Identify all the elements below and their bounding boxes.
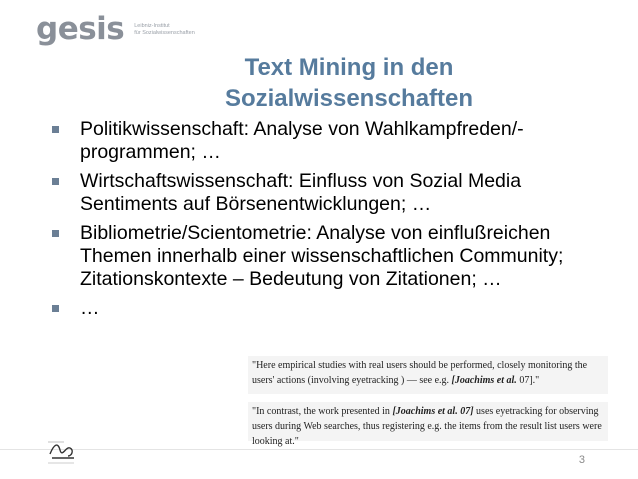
quote-citation: [Joachims et al. 07] — [392, 406, 474, 417]
slide-title-line1: Text Mining in den — [244, 54, 454, 81]
bullet-text: Wirtschaftswissenschaft: Einfluss von Sozial Media Sentiments auf Börsenentwicklungen; … — [80, 170, 522, 215]
square-bullet-icon — [52, 178, 59, 185]
logo-tagline-line2: für Sozialwissenschaften — [134, 29, 195, 36]
logo-tagline-line1: Leibniz-Institut — [134, 23, 170, 29]
bullet-text: Politikwissenschaft: Analyse von Wahlkampfreden/-programmen; … — [80, 118, 524, 163]
bullet-text: … — [80, 297, 100, 319]
quote-citation: [Joachims et al. — [451, 375, 517, 386]
quote-text: "In contrast, the work presented in — [252, 406, 393, 417]
leibniz-logo-icon — [44, 436, 80, 466]
bullet-text: Bibliometrie/Scientometrie: Analyse von einflußreichen Themen innerhalb einer wissenschaftlichen Community; Zitationskontexte – Bedeutung von Zitationen; … — [80, 222, 564, 290]
logo-tagline — [134, 23, 194, 36]
gesis-logo — [36, 11, 195, 47]
logo-wordmark: gesis — [36, 11, 125, 47]
bullet-item — [50, 170, 610, 216]
citation-quote-1 — [248, 356, 608, 394]
bullet-item — [50, 297, 610, 320]
bullet-item — [50, 118, 610, 164]
square-bullet-icon — [52, 126, 59, 133]
bullet-item — [50, 222, 610, 291]
footer-divider — [0, 449, 638, 450]
slide-title — [0, 52, 638, 114]
quote-text: "Here empirical studies with real users should be performed, closely monitoring the users' actions (involving eyetracking ) — see e.g. — [252, 360, 588, 386]
square-bullet-icon — [52, 305, 59, 312]
quote-text: 07]." — [516, 375, 540, 386]
citation-quote-2 — [248, 402, 608, 447]
slide-title-line2: Sozialwissenschaften — [224, 85, 474, 112]
bullet-list — [50, 118, 610, 326]
quote-text: uses eyetracking for observing users during Web searches, thus registering e.g. the items from the result list users were looking at." — [252, 406, 602, 447]
square-bullet-icon — [52, 230, 59, 237]
page-number: 3 — [578, 454, 585, 466]
